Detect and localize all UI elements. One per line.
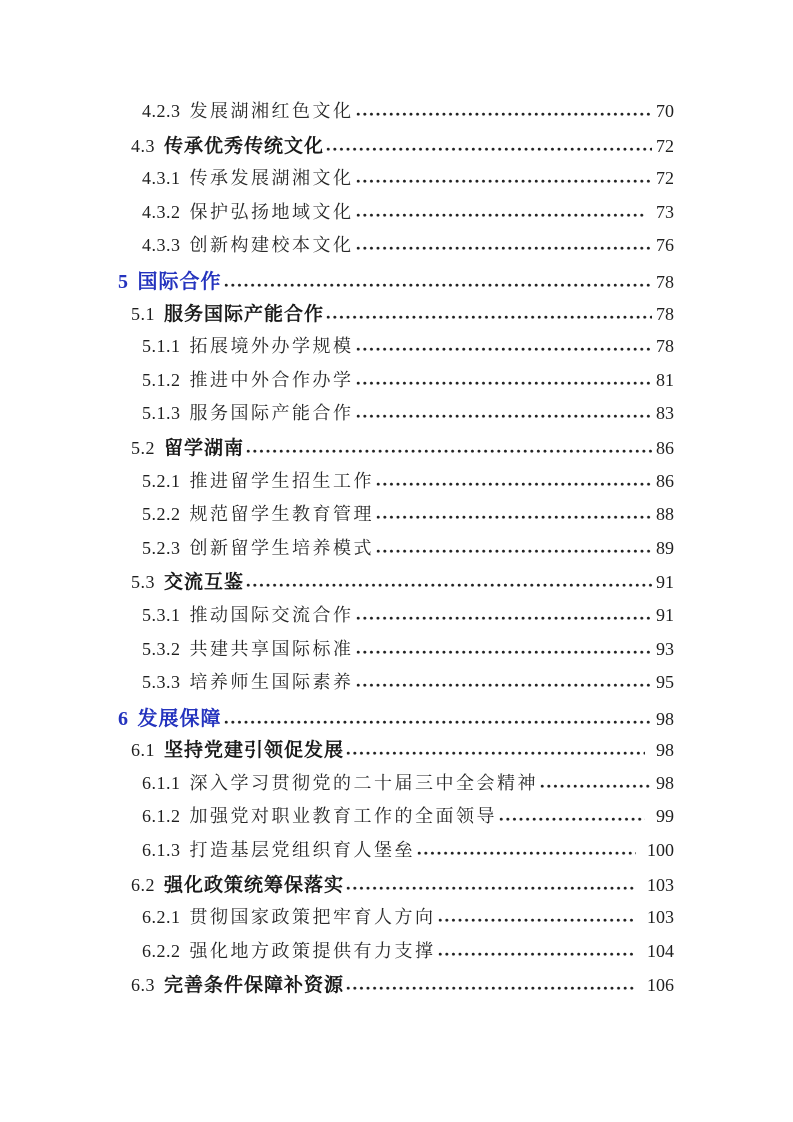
toc-entry-title: 保护弘扬地域文化: [189, 201, 354, 222]
toc-entry-page: 104: [647, 940, 674, 961]
toc-entry-title: 推进留学生招生工作: [189, 470, 374, 491]
dot-leader: [417, 851, 636, 856]
toc-entry-title: 加强党对职业教育工作的全面领导: [189, 806, 497, 827]
dot-leader: [224, 283, 653, 288]
toc-entry-page: 78: [656, 336, 674, 357]
toc-entry-number: 5.1.2: [142, 369, 181, 390]
toc-entry[interactable]: [118, 534, 674, 568]
toc-entry-page: 70: [656, 101, 674, 121]
dot-leader: [499, 817, 645, 822]
toc-entry-title: 交流互鉴: [164, 572, 245, 594]
toc-entry-page: 98: [656, 740, 674, 761]
toc-entry[interactable]: [118, 231, 674, 265]
toc-entry-title: 贯彻国家政策把牢育人方向: [189, 907, 436, 928]
toc-entry-page: 72: [656, 135, 674, 156]
dot-leader: [356, 650, 653, 655]
toc-entry-number: 4.3.1: [142, 168, 181, 189]
toc-entry-page: 99: [656, 806, 674, 827]
toc-entry[interactable]: [118, 97, 674, 131]
toc-entry[interactable]: [118, 567, 674, 601]
dot-leader: [356, 683, 653, 688]
toc-entry-title: 发展湖湘红色文化: [189, 101, 354, 121]
toc-entry-page: 88: [656, 504, 674, 525]
toc-entry-page: 98: [656, 772, 674, 793]
toc-entry-number: 6.1: [131, 740, 155, 761]
toc-entry-title: 完善条件保障补资源: [164, 975, 345, 997]
toc-entry[interactable]: [118, 802, 674, 836]
toc-entry[interactable]: [118, 332, 674, 366]
toc-entry-number: 5.3.2: [142, 638, 181, 659]
toc-entry-title: 推进中外合作办学: [189, 369, 354, 390]
toc-entry-title: 创新构建校本文化: [189, 235, 354, 256]
toc-entry[interactable]: [118, 198, 674, 232]
toc-entry-title: 深入学习贯彻党的二十届三中全会精神: [189, 772, 538, 793]
toc-entry-title: 培养师生国际素养: [189, 672, 354, 693]
toc-entry-page: 86: [656, 470, 674, 491]
toc-entry[interactable]: [118, 735, 674, 769]
toc-entry-page: 98: [656, 708, 674, 729]
toc-entry-number: 6: [118, 707, 129, 730]
toc-entry-number: 6.2: [131, 874, 155, 895]
dot-leader: [326, 315, 652, 320]
toc-entry[interactable]: [118, 769, 674, 803]
toc-entry-number: 4.2.3: [142, 101, 181, 121]
toc-entry-title: 服务国际产能合作: [164, 303, 325, 325]
toc-entry[interactable]: [118, 164, 674, 198]
toc-entry-number: 6.1.3: [142, 840, 181, 861]
toc-entry-number: 6.1.2: [142, 806, 181, 827]
toc-entry-page: 81: [656, 369, 674, 390]
dot-leader: [356, 414, 653, 419]
dot-leader: [246, 449, 652, 454]
toc-entry-number: 6.1.1: [142, 772, 181, 793]
dot-leader: [346, 886, 636, 891]
dot-leader: [438, 918, 637, 923]
dot-leader: [438, 952, 637, 957]
dot-leader: [326, 147, 652, 152]
toc-entry-title: 打造基层党组织育人堡垒: [189, 840, 415, 861]
dot-leader: [356, 381, 653, 386]
toc-entry-number: 6.2.1: [142, 907, 181, 928]
toc-entry-title: 传承优秀传统文化: [164, 135, 325, 157]
toc-entry[interactable]: [118, 870, 674, 904]
toc-entry-title: 发展保障: [137, 707, 222, 730]
toc-entry-number: 5.1.1: [142, 336, 181, 357]
dot-leader: [346, 986, 636, 991]
dot-leader: [356, 112, 653, 117]
toc-entry-title: 服务国际产能合作: [189, 403, 354, 424]
toc-entry-title: 推动国际交流合作: [189, 604, 354, 625]
dot-leader: [376, 515, 652, 520]
dot-leader: [540, 784, 652, 789]
dot-leader: [356, 213, 646, 218]
toc-entry-number: 6.3: [131, 975, 155, 996]
dot-leader: [246, 583, 652, 588]
dot-leader: [346, 751, 645, 756]
toc-entry-title: 坚持党建引领促发展: [164, 740, 345, 762]
toc-entry-page: 76: [656, 235, 674, 256]
toc-entry[interactable]: [118, 937, 674, 971]
toc-entry[interactable]: [118, 970, 674, 1004]
toc-entry-page: 73: [656, 201, 674, 222]
toc-entry-number: 5.3.1: [142, 604, 181, 625]
toc-entry[interactable]: [118, 668, 674, 702]
toc-entry-title: 传承发展湖湘文化: [189, 168, 354, 189]
toc-entry-title: 强化政策统筹保落实: [164, 874, 345, 896]
dot-leader: [224, 720, 653, 725]
toc-entry-page: 78: [656, 303, 674, 324]
toc-entry-title: 规范留学生教育管理: [189, 504, 374, 525]
toc-entry-page: 103: [647, 907, 674, 928]
toc-entry-number: 4.3.2: [142, 201, 181, 222]
toc-entry-number: 5.1: [131, 303, 155, 324]
toc-entry-number: 4.3.3: [142, 235, 181, 256]
toc-entry-number: 5: [118, 270, 129, 293]
toc-entry[interactable]: [118, 500, 674, 534]
toc-entry-title: 国际合作: [137, 270, 222, 293]
toc-entry-number: 5.2.3: [142, 537, 181, 558]
toc-entry[interactable]: [118, 399, 674, 433]
toc-entry-number: 5.3.3: [142, 672, 181, 693]
toc-entry[interactable]: [118, 836, 674, 870]
table-of-contents: [118, 97, 674, 1004]
toc-entry[interactable]: [118, 467, 674, 501]
toc-entry[interactable]: [118, 903, 674, 937]
toc-entry-number: 4.3: [131, 135, 155, 156]
toc-entry-title: 拓展境外办学规模: [189, 336, 354, 357]
toc-entry[interactable]: [118, 635, 674, 669]
toc-entry-number: 5.2.2: [142, 504, 181, 525]
dot-leader: [376, 549, 652, 554]
dot-leader: [356, 179, 653, 184]
toc-entry[interactable]: [118, 601, 674, 635]
toc-entry-page: 103: [647, 874, 674, 895]
toc-entry-number: 5.3: [131, 572, 155, 593]
toc-entry-title: 创新留学生培养模式: [189, 537, 374, 558]
dot-leader: [356, 246, 653, 251]
toc-entry-page: 106: [647, 975, 674, 996]
toc-entry[interactable]: [118, 702, 674, 736]
dot-leader: [376, 482, 652, 487]
dot-leader: [356, 616, 653, 621]
toc-entry-number: 6.2.2: [142, 940, 181, 961]
toc-entry-page: 93: [656, 638, 674, 659]
toc-entry-page: 89: [656, 537, 674, 558]
toc-entry-page: 95: [656, 672, 674, 693]
toc-entry-page: 72: [656, 168, 674, 189]
toc-entry-page: 100: [647, 840, 674, 861]
toc-entry-page: 83: [656, 403, 674, 424]
toc-entry-number: 5.1.3: [142, 403, 181, 424]
toc-entry-number: 5.2.1: [142, 470, 181, 491]
toc-entry[interactable]: [118, 299, 674, 333]
toc-entry-title: 留学湖南: [164, 437, 245, 459]
toc-entry-page: 86: [656, 437, 674, 458]
toc-entry-title: 强化地方政策提供有力支撑: [189, 940, 436, 961]
toc-entry-number: 5.2: [131, 437, 155, 458]
toc-entry[interactable]: [118, 433, 674, 467]
toc-entry-page: 78: [656, 271, 674, 292]
toc-entry-page: 91: [656, 604, 674, 625]
toc-entry[interactable]: [118, 265, 674, 299]
toc-entry-page: 91: [656, 572, 674, 593]
toc-entry[interactable]: [118, 131, 674, 165]
toc-entry-title: 共建共享国际标准: [189, 638, 354, 659]
toc-entry[interactable]: [118, 366, 674, 400]
dot-leader: [356, 347, 653, 352]
